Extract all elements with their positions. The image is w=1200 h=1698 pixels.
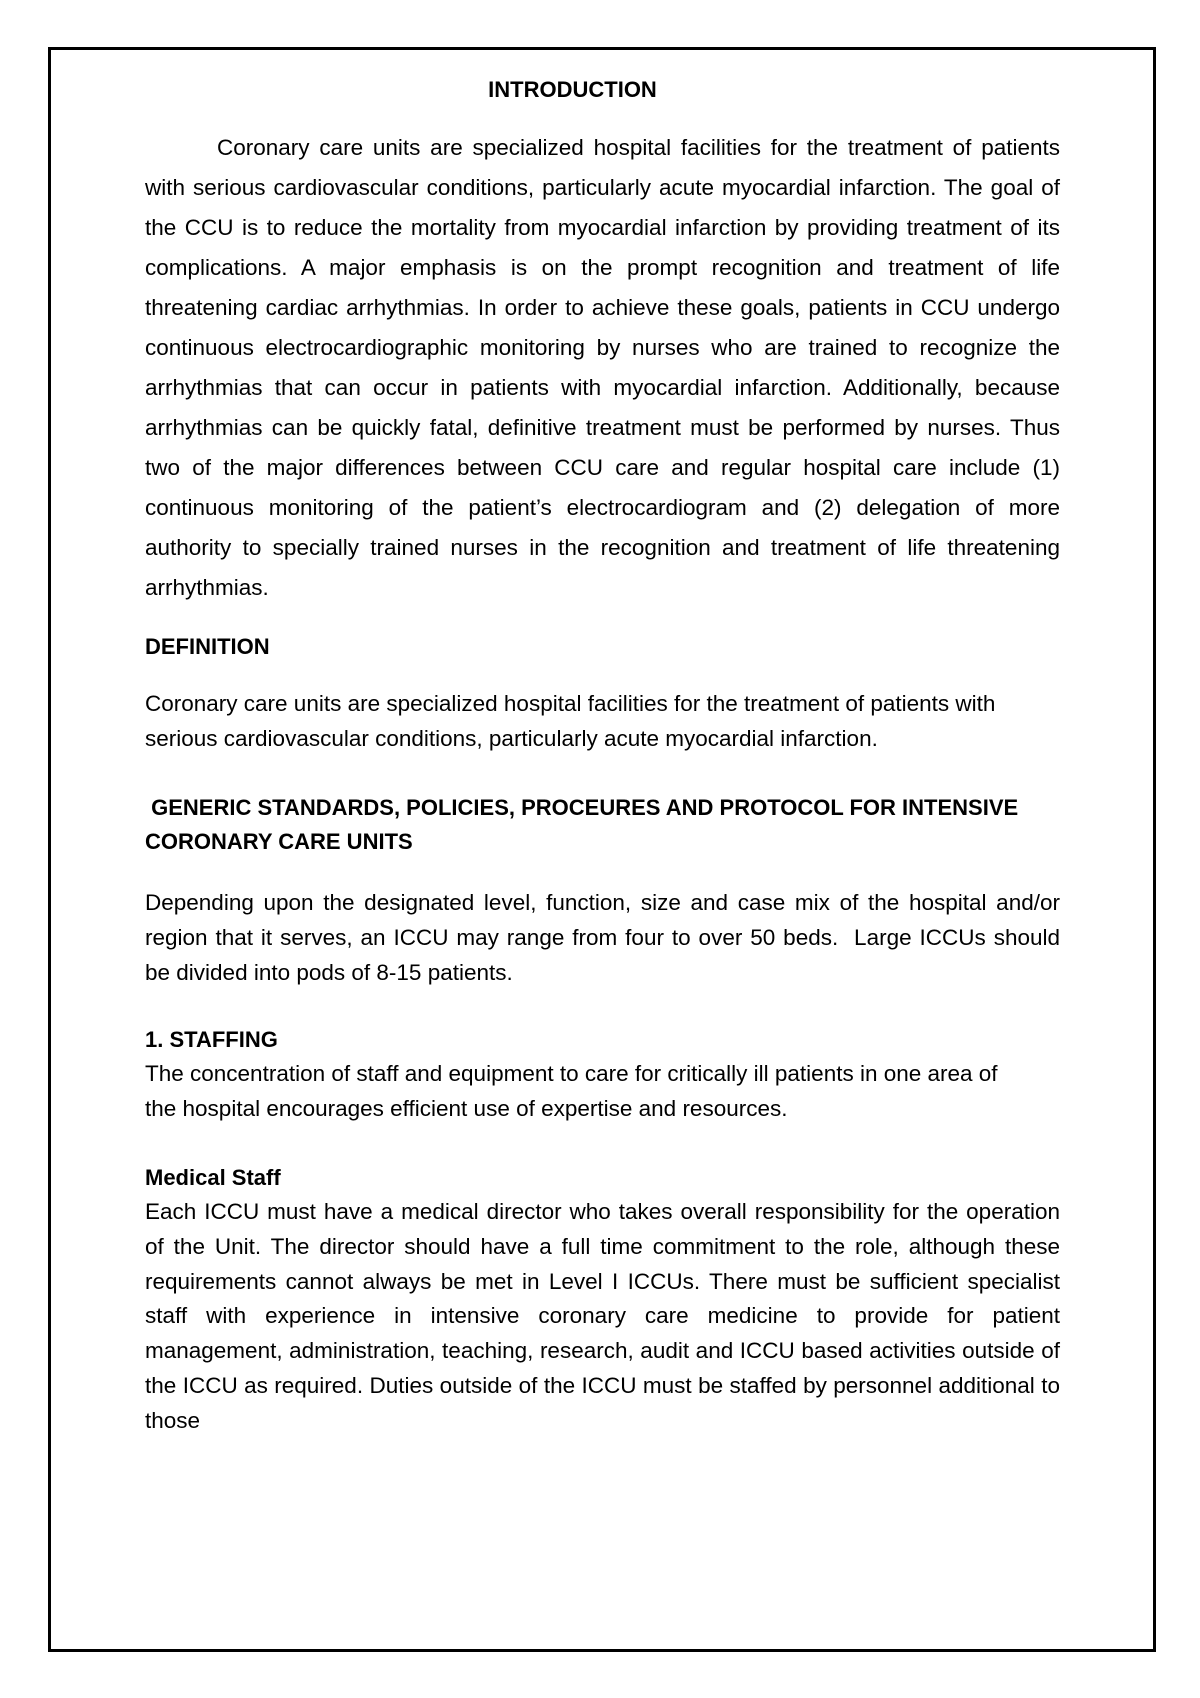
medical-staff-paragraph: Each ICCU must have a medical director who takes overall responsibility for the operation of the Unit. The director should have a full time commitment to the role, although these requirements cannot always be met in Level I ICCUs. There must be sufficient specialist staff with experience in intensive coronary care medicine to provide for patient management, administration, teaching, research, audit and ICCU based activities outside of the ICCU as required. Duties outside of the ICCU must be staffed by personnel additional to those <box>145 1199 1060 1433</box>
definition-heading: DEFINITION <box>145 634 270 659</box>
staffing-paragraph: The concentration of staff and equipment to care for critically ill patients in one area of the hospital encourages efficient use of expertise and resources. <box>145 1061 998 1121</box>
definition-paragraph: Coronary care units are specialized hospital facilities for the treatment of patients with serious cardiovascular conditions, particularly acute myocardial infarction. <box>145 691 996 751</box>
medical-staff-heading: Medical Staff <box>145 1165 281 1190</box>
generic-standards-paragraph: Depending upon the designated level, function, size and case mix of the hospital and/or region that it serves, an ICCU may range from four to over 50 beds. Large ICCUs should be divided into pods of 8-15 patients. <box>145 890 1067 985</box>
staffing-heading: 1. STAFFING <box>145 1027 278 1052</box>
document-body <box>145 72 1067 1439</box>
introduction-paragraph: Coronary care units are specialized hospital facilities for the treatment of patients with serious cardiovascular conditions, particularly acute myocardial infarction. The goal of the CCU is to reduce the mortality from myocardial infarction by providing treatment of its complications. A major emphasis is on the prompt recognition and treatment of life threatening cardiac arrhythmias. In order to achieve these goals, patients in CCU undergo continuous electrocardiographic monitoring by nurses who are trained to recognize the arrhythmias that can occur in patients with myocardial infarction. Additionally, because arrhythmias can be quickly fatal, definitive treatment must be performed by nurses. Thus two of the major differences between CCU care and regular hospital care include (1) continuous monitoring of the patient’s electrocardiogram and (2) delegation of more authority to specially trained nurses in the recognition and treatment of life threatening arrhythmias. <box>145 135 1060 600</box>
introduction-heading: INTRODUCTION <box>488 77 657 102</box>
generic-standards-heading: GENERIC STANDARDS, POLICIES, PROCEURES AND PROTOCOL FOR INTENSIVE CORONARY CARE UNITS <box>145 795 1025 854</box>
